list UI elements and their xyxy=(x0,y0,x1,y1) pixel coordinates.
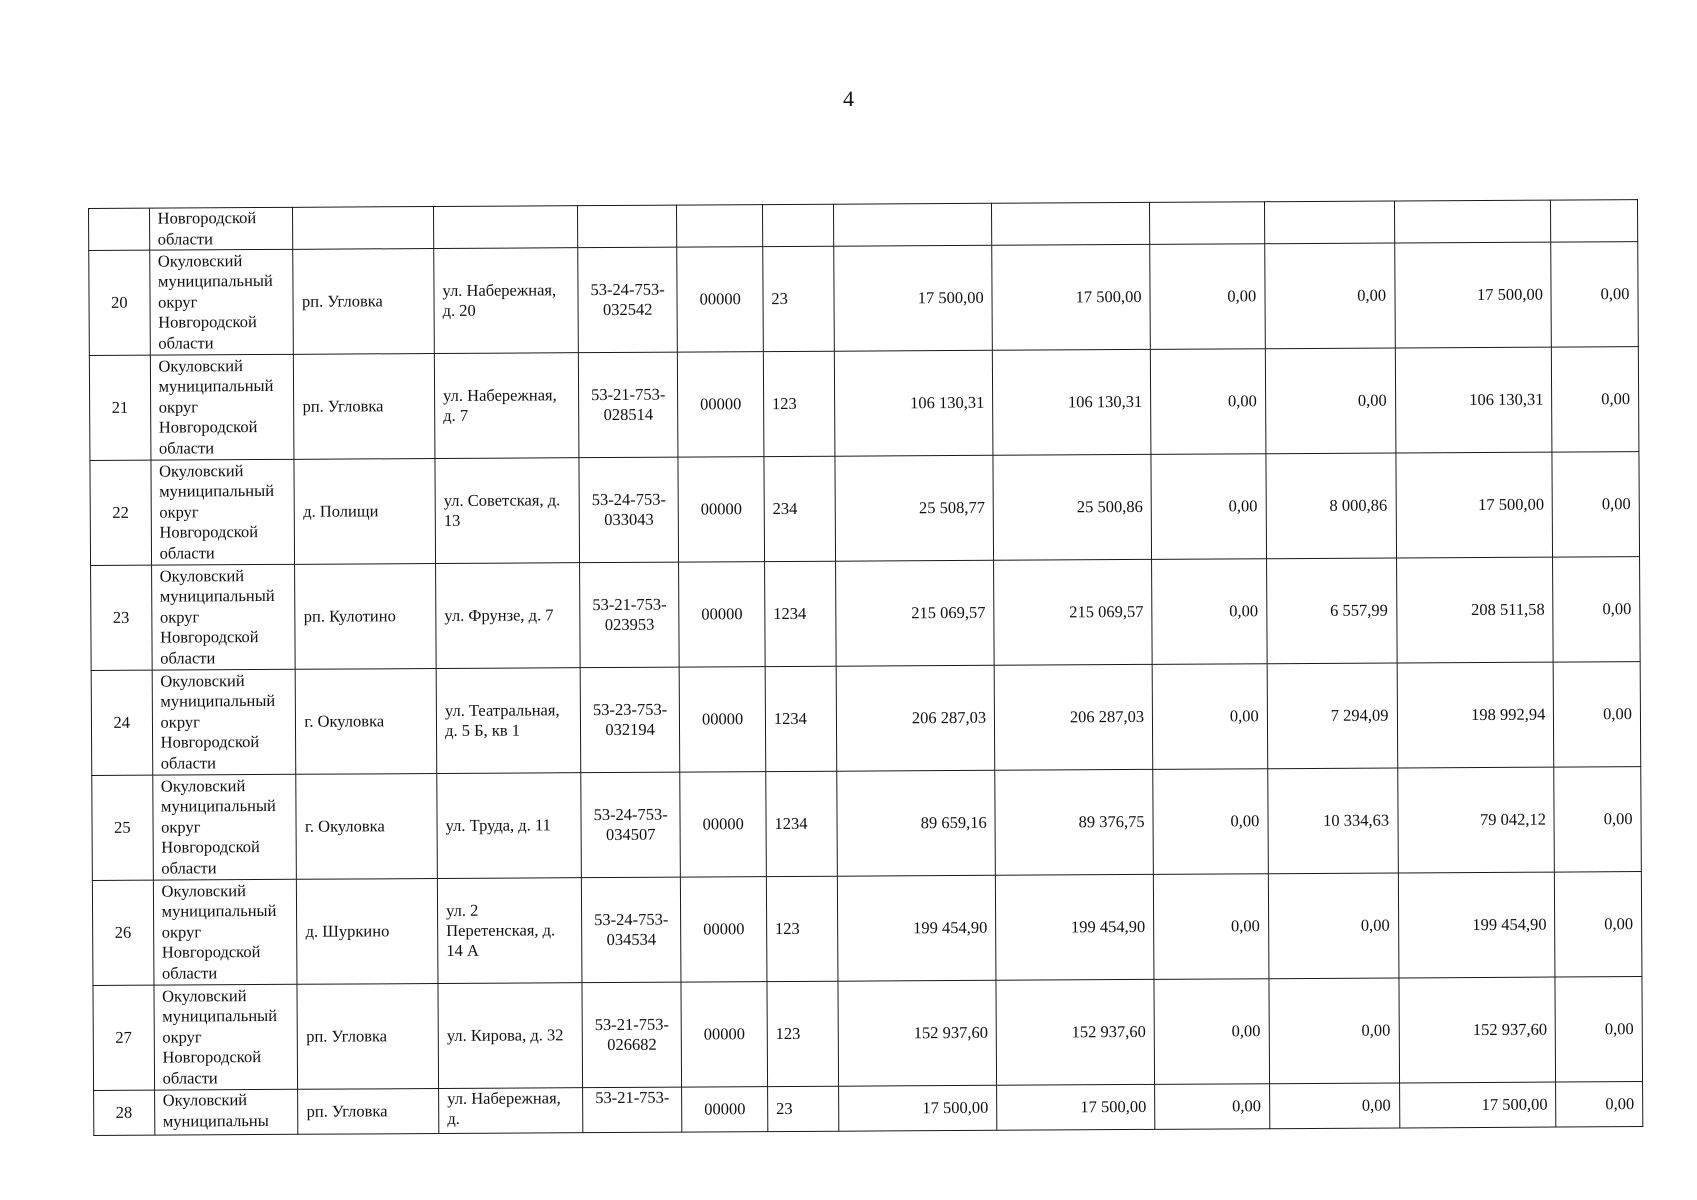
cell-amount-a: 0,00 xyxy=(1152,559,1267,665)
cell-code: 00000 xyxy=(681,877,767,982)
cell-amount-a: 0,00 xyxy=(1155,1084,1270,1130)
cell-amount-paid: 206 287,03 xyxy=(994,664,1153,770)
cell-amount-a: 0,00 xyxy=(1152,664,1267,770)
cell-amount-paid: 89 376,75 xyxy=(995,769,1154,875)
cell-cadastral: 53-21-753-023953 xyxy=(579,562,679,668)
cell-amount-c: 208 511,58 xyxy=(1396,557,1553,663)
cell-locality: рп. Кулотино xyxy=(295,564,436,670)
cell-amount-paid: 17 500,00 xyxy=(997,1084,1155,1130)
cell-flags: 234 xyxy=(764,456,836,561)
table-row xyxy=(92,872,1642,986)
cell-amount-d: 0,00 xyxy=(1554,767,1641,872)
table-row-partial xyxy=(94,1082,1643,1136)
cell-amount-total: 89 659,16 xyxy=(837,770,996,876)
cell-amount-d: 0,00 xyxy=(1551,242,1638,347)
cell-address: ул. Театральная, д. 5 Б, кв 1 xyxy=(436,668,580,774)
cell-amount-b xyxy=(1264,201,1394,244)
cell-amount-c: 199 454,90 xyxy=(1398,872,1555,978)
cell-locality: рп. Угловка xyxy=(298,1088,439,1134)
cell-cadastral: 53-21-753-028514 xyxy=(578,352,678,458)
cell-amount-d: 0,00 xyxy=(1554,662,1641,767)
cell-num: 21 xyxy=(89,355,150,460)
table-row xyxy=(91,557,1641,671)
cell-amount-c: 152 937,60 xyxy=(1399,977,1556,1083)
cell-address: ул. 2 Перетенская, д. 14 А xyxy=(437,878,581,984)
table-row xyxy=(92,767,1642,881)
table-row xyxy=(90,452,1640,566)
cell-amount-b: 0,00 xyxy=(1264,243,1394,349)
cell-num: 23 xyxy=(91,565,152,670)
page-number: 4 xyxy=(843,86,854,111)
cell-flags: 1234 xyxy=(764,561,836,666)
cell-amount-paid: 106 130,31 xyxy=(993,349,1152,455)
cell-amount-total xyxy=(834,203,992,246)
cell-amount-d: 0,00 xyxy=(1552,452,1639,557)
cell-amount-b: 7 294,09 xyxy=(1267,663,1397,769)
cell-amount-a: 0,00 xyxy=(1153,874,1268,980)
cell-code: 00000 xyxy=(680,772,766,877)
cell-municipality: Окуловский муниципальный округ Новгородской области xyxy=(151,564,295,670)
cell-flags: 123 xyxy=(766,876,838,981)
cell-amount-b: 8 000,86 xyxy=(1266,453,1396,559)
cell-municipality: Окуловский муниципальный округ Новгородской области xyxy=(150,354,294,460)
cell-code: 00000 xyxy=(678,457,764,562)
cell-amount-b: 0,00 xyxy=(1265,348,1395,454)
cell-amount-c: 17 500,00 xyxy=(1394,242,1551,348)
cell-address: ул. Труда, д. 11 xyxy=(437,773,581,879)
cell-amount-b: 0,00 xyxy=(1269,978,1399,1084)
cell-locality: г. Окуловка xyxy=(296,669,437,775)
cell-locality: д. Шуркино xyxy=(297,878,438,984)
cell-amount-d: 0,00 xyxy=(1555,872,1642,977)
cell-address: ул. Набережная, д. 7 xyxy=(434,353,578,459)
cell-amount-total: 17 500,00 xyxy=(834,245,993,351)
register-table xyxy=(88,199,1643,1136)
register-body xyxy=(89,200,1643,1136)
cell-municipality: Окуловский муниципальны xyxy=(154,1089,298,1135)
cell-flags xyxy=(762,204,834,246)
cell-locality xyxy=(293,207,434,250)
cell-locality: рп. Угловка xyxy=(293,249,434,355)
cell-num: 25 xyxy=(92,775,153,880)
cell-num: 24 xyxy=(91,670,152,775)
cell-municipality: Окуловский муниципальный округ Новгородской области xyxy=(152,669,296,775)
register-sheet xyxy=(88,199,1643,1136)
cell-address xyxy=(434,206,578,249)
cell-amount-a: 0,00 xyxy=(1150,244,1265,350)
cell-amount-c: 79 042,12 xyxy=(1397,767,1554,873)
cell-cadastral: 53-24-753-034534 xyxy=(581,877,681,983)
cell-amount-total: 199 454,90 xyxy=(838,875,997,981)
cell-amount-total: 106 130,31 xyxy=(835,350,994,456)
cell-amount-a: 0,00 xyxy=(1153,769,1268,875)
cell-amount-total: 17 500,00 xyxy=(839,1085,997,1131)
cell-flags: 23 xyxy=(763,246,835,351)
cell-amount-paid: 199 454,90 xyxy=(996,874,1155,980)
cell-num: 26 xyxy=(92,880,153,985)
cell-flags: 23 xyxy=(767,1086,839,1131)
cell-num: 28 xyxy=(94,1090,155,1135)
cell-municipality: Окуловский муниципальный округ Новгородской области xyxy=(149,249,293,355)
cell-amount-paid: 17 500,00 xyxy=(992,244,1151,350)
cell-amount-d: 0,00 xyxy=(1553,557,1640,662)
cell-amount-c: 106 130,31 xyxy=(1395,347,1552,453)
cell-code: 00000 xyxy=(677,247,763,352)
cell-amount-d: 0,00 xyxy=(1556,1082,1643,1127)
cell-locality: рп. Угловка xyxy=(297,983,438,1089)
cell-cadastral: 53-24-753-033043 xyxy=(579,457,679,563)
cell-code xyxy=(677,205,763,247)
cell-code: 00000 xyxy=(682,1087,768,1132)
cell-cadastral: 53-24-753-032542 xyxy=(578,247,678,353)
cell-address: ул. Набережная, д. xyxy=(439,1088,583,1134)
cell-address: ул. Фрунзе, д. 7 xyxy=(436,563,580,669)
cell-cadastral: 53-23-753-032194 xyxy=(580,667,680,773)
cell-code: 00000 xyxy=(681,982,767,1087)
cell-amount-b: 6 557,99 xyxy=(1266,558,1396,664)
table-row xyxy=(93,977,1643,1091)
cell-amount-total: 206 287,03 xyxy=(836,665,995,771)
cell-code: 00000 xyxy=(680,667,766,772)
cell-address: ул. Советская, д. 13 xyxy=(435,458,579,564)
cell-amount-paid xyxy=(992,202,1150,245)
cell-amount-total: 152 937,60 xyxy=(838,980,997,1086)
cell-amount-paid: 152 937,60 xyxy=(996,979,1155,1085)
cell-amount-a xyxy=(1150,202,1265,245)
cell-amount-b: 0,00 xyxy=(1269,1083,1399,1129)
cell-amount-c: 17 500,00 xyxy=(1399,1082,1556,1128)
cell-municipality: Окуловский муниципальный округ Новгородской области xyxy=(152,774,296,880)
cell-num: 27 xyxy=(93,985,154,1090)
cell-code: 00000 xyxy=(679,562,765,667)
cell-cadastral: 53-21-753-026682 xyxy=(582,982,682,1088)
table-row xyxy=(89,242,1639,356)
cell-amount-d: 0,00 xyxy=(1552,347,1639,452)
cell-flags: 1234 xyxy=(766,771,838,876)
cell-amount-a: 0,00 xyxy=(1154,979,1269,1085)
cell-flags: 123 xyxy=(763,351,835,456)
cell-amount-a: 0,00 xyxy=(1150,349,1265,455)
cell-cadastral: 53-21-753- xyxy=(582,1087,682,1133)
cell-flags: 123 xyxy=(767,981,839,1086)
cell-amount-total: 215 069,57 xyxy=(836,560,995,666)
cell-address: ул. Кирова, д. 32 xyxy=(438,983,582,1089)
cell-amount-a: 0,00 xyxy=(1151,454,1266,560)
cell-locality: рп. Угловка xyxy=(294,354,435,460)
cell-flags: 1234 xyxy=(765,666,837,771)
cell-cadastral xyxy=(577,205,677,248)
cell-municipality: Новгородской области xyxy=(149,207,293,250)
cell-municipality: Окуловский муниципальный округ Новгородской области xyxy=(151,459,295,565)
table-row xyxy=(91,662,1641,776)
cell-address: ул. Набережная, д. 20 xyxy=(434,248,578,354)
cell-amount-d xyxy=(1551,200,1638,242)
cell-municipality: Окуловский муниципальный округ Новгородской области xyxy=(154,984,298,1090)
cell-amount-b: 0,00 xyxy=(1268,873,1398,979)
cell-amount-c: 198 992,94 xyxy=(1397,662,1554,768)
cell-cadastral: 53-24-753-034507 xyxy=(581,772,681,878)
cell-amount-b: 10 334,63 xyxy=(1267,768,1397,874)
cell-num xyxy=(89,208,150,250)
cell-amount-d: 0,00 xyxy=(1555,977,1642,1082)
cell-amount-c: 17 500,00 xyxy=(1395,452,1552,558)
cell-municipality: Окуловский муниципальный округ Новгородской области xyxy=(153,879,297,985)
cell-code: 00000 xyxy=(678,352,764,457)
table-row xyxy=(89,347,1639,461)
cell-locality: г. Окуловка xyxy=(296,774,437,880)
cell-amount-paid: 25 500,86 xyxy=(993,454,1152,560)
cell-num: 22 xyxy=(90,460,151,565)
cell-amount-total: 25 508,77 xyxy=(835,455,994,561)
cell-num: 20 xyxy=(89,250,150,355)
cell-locality: д. Полищи xyxy=(294,459,435,565)
cell-amount-paid: 215 069,57 xyxy=(994,559,1153,665)
cell-amount-c xyxy=(1394,200,1551,243)
